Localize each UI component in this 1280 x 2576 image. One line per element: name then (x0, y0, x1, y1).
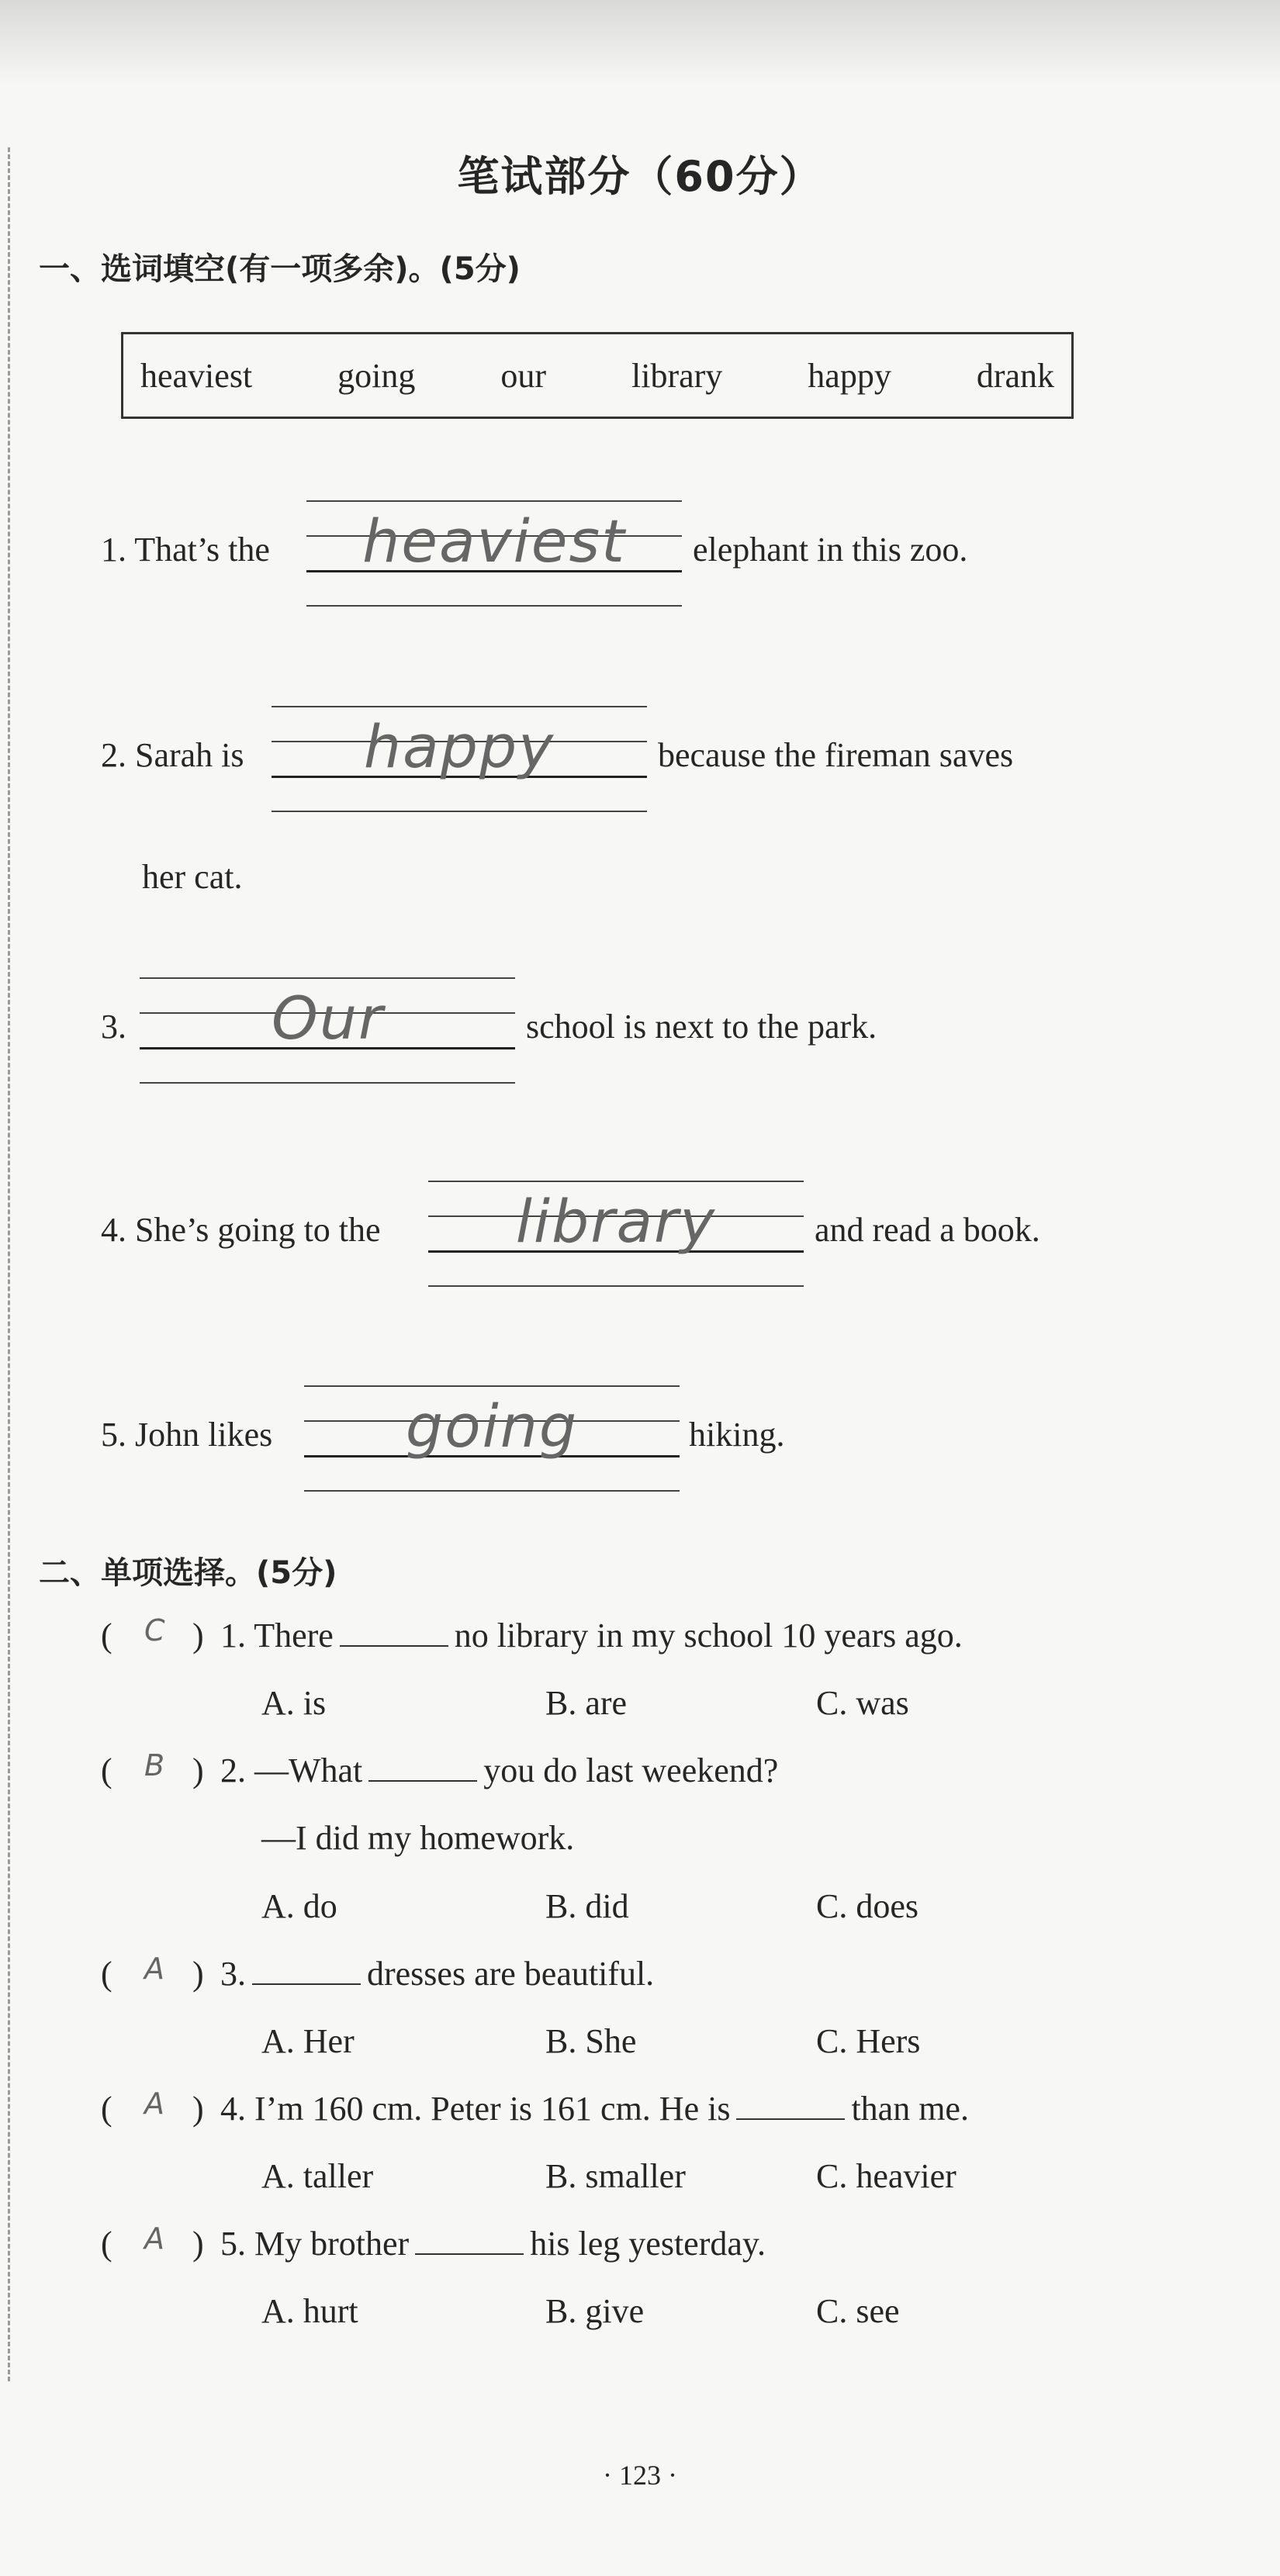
fill-item-3-after: school is next to the park. (526, 1008, 877, 1046)
mc-question-3: 3. dresses are beautiful. (220, 1955, 655, 1993)
answer-blank (415, 2253, 524, 2255)
fill-item-2-before: 2. Sarah is (101, 736, 244, 774)
option-a[interactable]: A. hurt (261, 2292, 358, 2330)
handwritten-answer: Our (272, 984, 385, 1053)
option-c[interactable]: C. was (816, 1684, 909, 1722)
fill-item-2-blank[interactable] (272, 706, 647, 811)
answer-blank (252, 1983, 361, 1985)
fill-item-1-after: elephant in this zoo. (693, 531, 968, 569)
answer-paren-close: ) (192, 1616, 204, 1655)
option-a[interactable]: A. is (261, 1684, 327, 1722)
option-c[interactable]: C. see (816, 2292, 900, 2330)
fill-item-4-before: 4. She’s going to the (101, 1211, 381, 1249)
fill-item-1-blank[interactable] (306, 500, 682, 606)
answer-paren-open: ( (101, 1751, 112, 1789)
handwritten-answer: happy (363, 712, 555, 781)
option-b[interactable]: B. She (545, 2022, 637, 2060)
word-bank-item: heaviest (140, 356, 253, 395)
answer-blank (340, 1644, 448, 1647)
word-bank-item: going (337, 356, 416, 395)
option-b[interactable]: B. are (545, 1684, 628, 1722)
fill-item-1-before: 1. That’s the (101, 531, 270, 569)
word-bank-item: drank (976, 356, 1054, 395)
answer-blank (368, 1779, 477, 1782)
word-bank (121, 332, 1074, 419)
option-c[interactable]: C. Hers (816, 2022, 921, 2060)
word-bank-item: our (500, 356, 547, 395)
handwritten-choice[interactable]: A (144, 2087, 164, 2121)
option-c[interactable]: C. does (816, 1887, 918, 1925)
fill-item-3-blank[interactable] (140, 977, 515, 1083)
answer-paren-close: ) (192, 2225, 204, 2263)
handwritten-choice[interactable]: B (144, 1748, 165, 1782)
option-b[interactable]: B. smaller (545, 2157, 686, 2195)
scan-shadow (0, 0, 1280, 85)
fill-item-5-after: hiking. (689, 1416, 785, 1454)
page-title: 笔试部分（60分） (457, 152, 823, 201)
fill-item-5-before: 5. John likes (101, 1416, 273, 1454)
answer-paren-open: ( (101, 2090, 112, 2128)
section1-heading: 一、选词填空(有一项多余)。(5分) (39, 251, 521, 287)
handwritten-answer: library (515, 1187, 717, 1256)
option-a[interactable]: A. do (261, 1887, 337, 1925)
fill-item-4-blank[interactable] (428, 1181, 804, 1286)
answer-paren-open: ( (101, 1955, 112, 1993)
option-c[interactable]: C. heavier (816, 2157, 957, 2195)
section2-heading: 二、单项选择。(5分) (39, 1555, 337, 1591)
fill-item-2-continuation: her cat. (142, 858, 243, 896)
option-a[interactable]: A. Her (261, 2022, 355, 2060)
handwritten-answer: heaviest (362, 507, 626, 576)
binding-dashed-line (8, 147, 10, 2381)
answer-paren-open: ( (101, 1616, 112, 1655)
page-number: · 123 · (603, 2460, 677, 2491)
option-b[interactable]: B. give (545, 2292, 645, 2330)
mc-question-1: 1. There no library in my school 10 years ago. (220, 1616, 963, 1655)
answer-paren-close: ) (192, 1751, 204, 1789)
handwritten-answer: going (405, 1392, 579, 1461)
fill-item-2-after: because the fireman saves (658, 736, 1014, 774)
answer-paren-open: ( (101, 2225, 112, 2263)
handwritten-choice[interactable]: C (144, 1613, 165, 1648)
answer-blank (736, 2118, 845, 2120)
mc-question-4: 4. I’m 160 cm. Peter is 161 cm. He is than me. (220, 2090, 969, 2128)
handwritten-choice[interactable]: A (144, 1952, 164, 1986)
fill-item-4-after: and read a book. (815, 1211, 1040, 1249)
word-bank-item: happy (808, 356, 891, 395)
mc-question-2: 2. —What you do last weekend? (220, 1751, 779, 1789)
answer-paren-close: ) (192, 2090, 204, 2128)
handwritten-choice[interactable]: A (144, 2222, 164, 2256)
fill-item-5-blank[interactable] (304, 1385, 680, 1491)
word-bank-item: library (631, 356, 723, 395)
mc-question-2-reply: —I did my homework. (261, 1819, 575, 1857)
answer-paren-close: ) (192, 1955, 204, 1993)
option-a[interactable]: A. taller (261, 2157, 374, 2195)
mc-question-5: 5. My brother his leg yesterday. (220, 2225, 766, 2263)
option-b[interactable]: B. did (545, 1887, 629, 1925)
fill-item-3-before: 3. (101, 1008, 126, 1046)
